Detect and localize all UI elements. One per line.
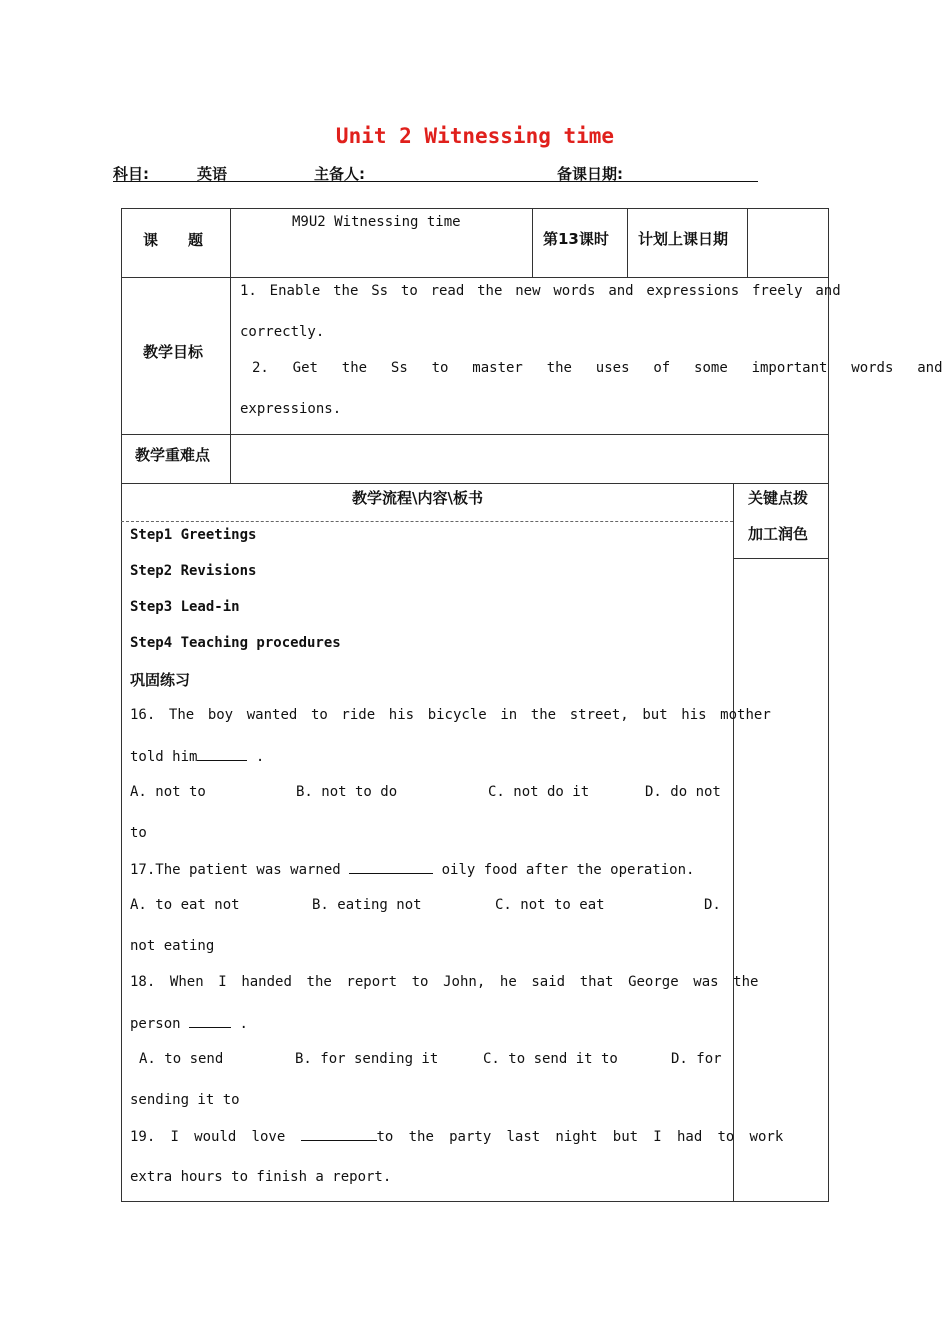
- subject-label: 科目:: [113, 165, 149, 183]
- date-label: 备课日期:: [557, 165, 623, 183]
- goal-2-line-2: expressions.: [240, 401, 342, 417]
- row-divider: [121, 277, 829, 278]
- q18-option-a: A. to send: [139, 1051, 224, 1067]
- q18-end: .: [231, 1016, 248, 1032]
- q16-stem: told him: [130, 749, 198, 765]
- q17-option-c: C. not to eat: [495, 897, 605, 913]
- q18-option-d: D. for: [671, 1051, 722, 1067]
- side-header-1: 关键点拨: [748, 489, 809, 507]
- q18-option-b: B. for sending it: [295, 1051, 439, 1067]
- q16-end: .: [247, 749, 265, 765]
- goal-2-line-1: [252, 360, 943, 376]
- q19-end: to the party last night but I had to work: [376, 1129, 784, 1145]
- q18-wrap: sending it to: [130, 1092, 240, 1108]
- side-divider: [733, 558, 829, 559]
- topic-label: 课 题: [143, 231, 204, 249]
- plan-date-label: 计划上课日期: [638, 230, 729, 248]
- q17-option-a: A. to eat not: [130, 897, 240, 913]
- answer-blank: [349, 861, 433, 874]
- q19-line-2: extra hours to finish a report.: [130, 1169, 392, 1185]
- row-divider: [121, 483, 829, 484]
- meta-underline: [113, 181, 758, 182]
- document-title: Unit 2 Witnessing time: [335, 124, 615, 148]
- preparer-label: 主备人:: [314, 165, 365, 183]
- q17-end: oily food after the operation.: [433, 862, 695, 878]
- q16-option-a: A. not to: [130, 784, 206, 800]
- q16-line-2: [130, 748, 264, 765]
- topic-value: M9U2 Witnessing time: [292, 214, 461, 230]
- row-divider: [121, 434, 829, 435]
- answer-blank: [301, 1128, 377, 1141]
- q17-stem: 17.The patient was warned: [130, 862, 350, 878]
- col-divider: [747, 208, 748, 277]
- step-4: Step4 Teaching procedures: [130, 635, 341, 651]
- goal-1-line-2: correctly.: [240, 324, 325, 340]
- q17-option-b: B. eating not: [312, 897, 422, 913]
- q18-line-2: [130, 1015, 248, 1032]
- answer-blank: [197, 748, 247, 761]
- q16-option-d: D. do not: [645, 784, 721, 800]
- step-3: Step3 Lead-in: [130, 599, 240, 615]
- subject-value: 英语: [197, 165, 228, 183]
- q19-stem: 19. I would love: [130, 1129, 301, 1145]
- q17-line: [130, 861, 694, 878]
- q17-option-d: D.: [704, 897, 721, 913]
- q16-option-b: B. not to do: [296, 784, 398, 800]
- col-divider: [532, 208, 533, 277]
- goals-label: 教学目标: [143, 343, 204, 361]
- q19-line-1: [130, 1128, 783, 1145]
- col-divider: [733, 483, 734, 1202]
- difficulty-label: 教学重难点: [135, 446, 211, 464]
- step-2: Step2 Revisions: [130, 563, 257, 579]
- q16-line-1: 16. The boy wanted to ride his bicycle in the street, but his mother: [130, 707, 771, 723]
- goal-text: 2. Get the Ss to master the uses of some important words and: [252, 360, 943, 376]
- step-1: Step1 Greetings: [130, 527, 257, 543]
- practice-label: 巩固练习: [130, 671, 191, 689]
- col-divider: [230, 208, 231, 483]
- q18-stem: person: [130, 1016, 190, 1032]
- goal-text: 1. Enable the Ss to read the new words and expressions freely and: [240, 283, 841, 299]
- lesson-number: 第13课时: [543, 230, 609, 248]
- header-dash-divider: [121, 521, 733, 522]
- q17-wrap: not eating: [130, 938, 215, 954]
- answer-blank: [189, 1015, 231, 1028]
- goal-1-line-1: [240, 283, 841, 299]
- q16-wrap: to: [130, 825, 147, 841]
- q18-option-c: C. to send it to: [483, 1051, 618, 1067]
- process-header: 教学流程\内容\板书: [352, 489, 483, 507]
- side-header-2: 加工润色: [748, 525, 809, 543]
- q16-option-c: C. not do it: [488, 784, 590, 800]
- col-divider: [627, 208, 628, 277]
- q18-line-1: 18. When I handed the report to John, he said that George was the: [130, 974, 759, 990]
- table-border: [121, 208, 829, 1202]
